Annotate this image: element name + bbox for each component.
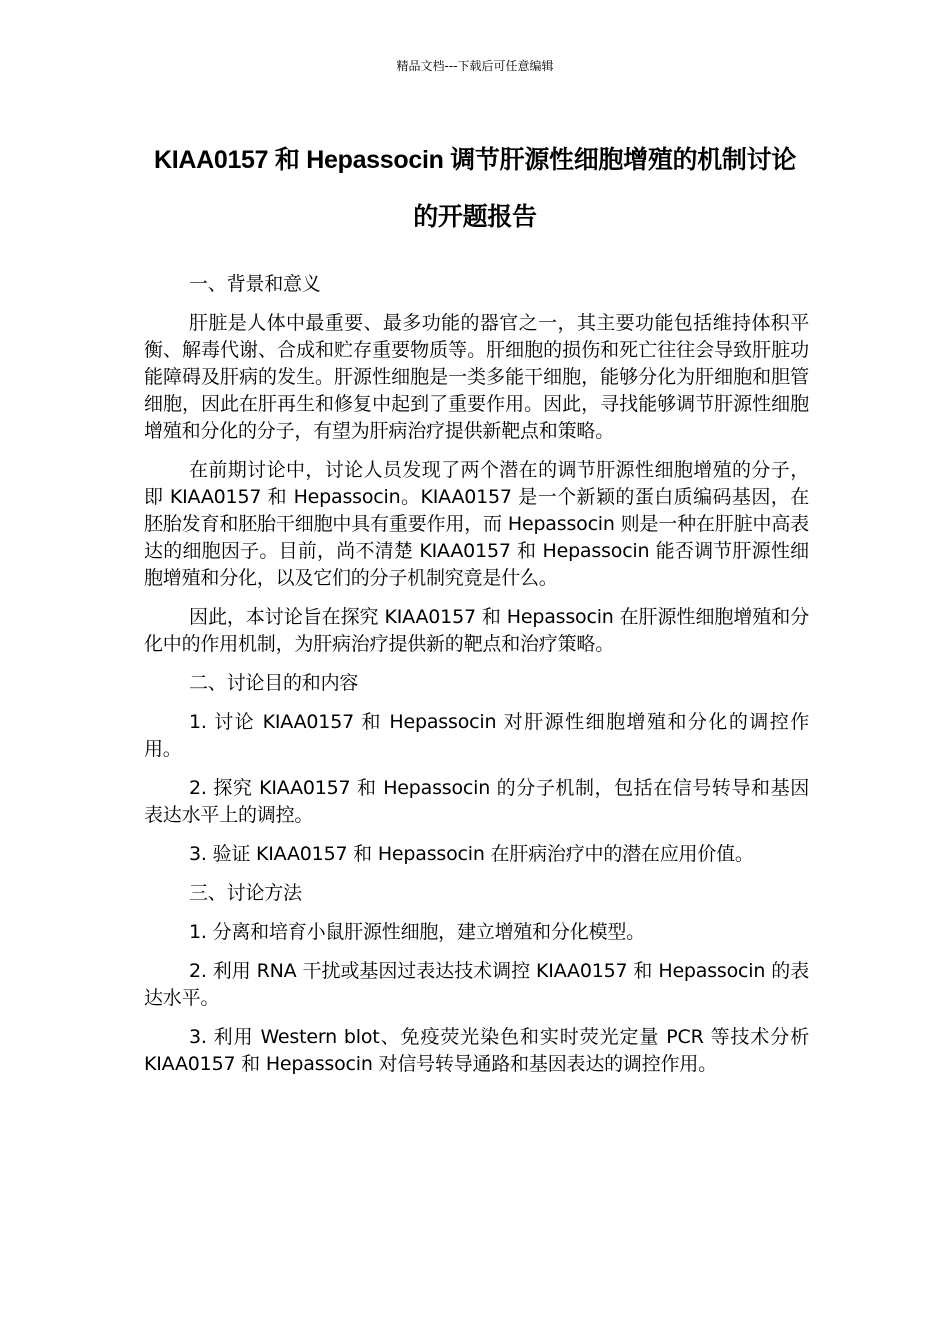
- paragraph-liver-intro: 肝脏是人体中最重要、最多功能的器官之一，其主要功能包括维持体积平衡、解毒代谢、合成和贮存重要物质等。肝细胞的损伤和死亡往往会导致肝脏功能障碍及肝病的发生。肝源性细胞是一类多能干细胞，能够分化为肝细胞和胆管细胞，因此在肝再生和修复中起到了重要作用。因此，寻找能够调节肝源性细胞增殖和分化的分子，有望为肝病治疗提供新靶点和策略。: [144, 312, 809, 442]
- method-item-2: 2. 利用 RNA 干扰或基因过表达技术调控 KIAA0157 和 Hepassocin 的表达水平。: [144, 960, 809, 1009]
- section-heading-methods: 三、讨论方法: [189, 882, 302, 904]
- section-heading-background: 一、背景和意义: [189, 273, 321, 295]
- method-item-3: 3. 利用 Western blot、免疫荧光染色和实时荧光定量 PCR 等技术分析 KIAA0157 和 Hepassocin 对信号转导通路和基因表达的调控作用。: [144, 1026, 809, 1075]
- paragraph-prior-discussion: 在前期讨论中，讨论人员发现了两个潜在的调节肝源性细胞增殖的分子，即 KIAA0157 和 Hepassocin。KIAA0157 是一个新颖的蛋白质编码基因，在胚胎发育和胚胎干细胞中具有重要作用，而 Hepassocin 则是一种在肝脏中高表达的细胞因子。目前，尚不清楚 KIAA0157 和 Hepassocin 能否调节肝源性细胞增殖和分化，以及它们的分子机制究竟是什么。: [144, 459, 809, 589]
- objective-item-3: 3. 验证 KIAA0157 和 Hepassocin 在肝病治疗中的潜在应用价值。: [189, 843, 754, 865]
- objective-item-1: 1. 讨论 KIAA0157 和 Hepassocin 对肝源性细胞增殖和分化的调控作用。: [144, 711, 809, 760]
- paragraph-aim: 因此，本讨论旨在探究 KIAA0157 和 Hepassocin 在肝源性细胞增殖和分化中的作用机制，为肝病治疗提供新的靶点和治疗策略。: [144, 606, 809, 655]
- document-body: [144, 271, 809, 1090]
- objective-item-2: 2. 探究 KIAA0157 和 Hepassocin 的分子机制，包括在信号转导和基因表达水平上的调控。: [144, 777, 809, 826]
- document-title: KIAA0157 和 Hepassocin 调节肝源性细胞增殖的机制讨论的开题报告: [153, 146, 797, 231]
- page-header-note: 精品文档---下载后可任意编辑: [396, 59, 554, 73]
- section-heading-objectives: 二、讨论目的和内容: [189, 672, 359, 694]
- method-item-1: 1. 分离和培育小鼠肝源性细胞，建立增殖和分化模型。: [189, 921, 645, 943]
